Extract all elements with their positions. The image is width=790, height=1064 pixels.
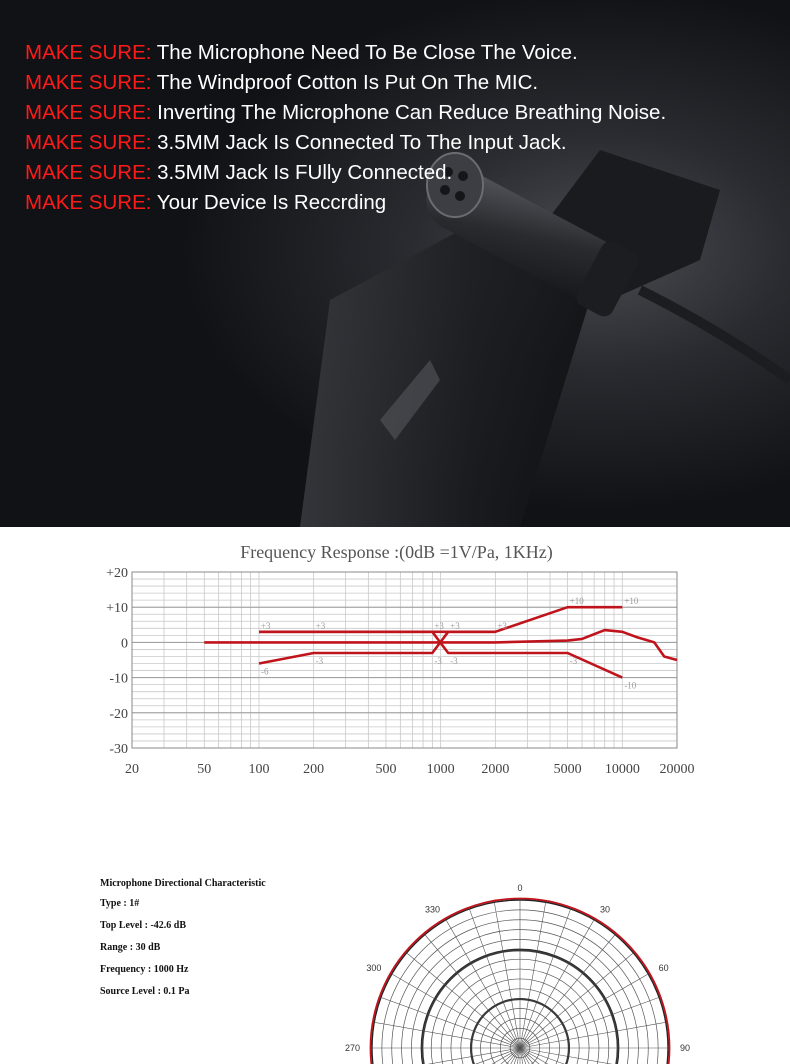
spec-row <box>100 942 266 953</box>
x-tick-label: 20000 <box>660 762 695 777</box>
tip-prefix: MAKE SURE: <box>25 101 151 124</box>
spec-label: Top Level : <box>100 920 148 931</box>
spec-row <box>100 986 266 997</box>
x-tick-label: 1000 <box>427 762 455 777</box>
annotation-label: +3 <box>450 621 460 631</box>
annotation-label: +3 <box>316 621 326 631</box>
tip-item <box>25 188 666 218</box>
tip-text: The Windproof Cotton Is Put On The MIC. <box>157 71 538 94</box>
tip-text: Inverting The Microphone Can Reduce Breathing Noise. <box>157 101 666 124</box>
tip-prefix: MAKE SURE: <box>25 131 151 154</box>
spec-row <box>100 920 266 931</box>
x-tick-label: 2000 <box>481 762 509 777</box>
x-tick-label: 100 <box>248 762 269 777</box>
spec-value: 30 dB <box>136 942 161 953</box>
polar-chart-title: Microphone Directional Characteristic <box>100 878 266 889</box>
x-tick-label: 200 <box>303 762 324 777</box>
annotation-label: +10 <box>570 596 585 606</box>
spec-label: Type : <box>100 898 127 909</box>
annotation-label: -3 <box>450 656 458 666</box>
annotation-label: +3 <box>434 621 444 631</box>
y-tick-label: +10 <box>106 601 128 616</box>
plot-frame <box>132 572 677 748</box>
tip-item <box>25 38 666 68</box>
annotation-label: -3 <box>316 656 324 666</box>
spec-row <box>100 964 266 975</box>
polar-angle-label: 300 <box>366 963 381 973</box>
annotation-label: -3 <box>434 656 442 666</box>
tip-item <box>25 68 666 98</box>
polar-spoke <box>520 1048 648 1064</box>
tip-item <box>25 158 666 188</box>
x-tick-label: 50 <box>197 762 211 777</box>
tip-text: The Microphone Need To Be Close The Voice. <box>157 41 578 64</box>
polar-angle-label: 270 <box>345 1043 360 1053</box>
directional-spec-panel <box>100 878 266 1008</box>
spec-value: 1# <box>129 898 139 909</box>
x-tick-label: 500 <box>375 762 396 777</box>
annotation-label: +10 <box>624 596 639 606</box>
tip-prefix: MAKE SURE: <box>25 71 151 94</box>
spec-value: 0.1 Pa <box>163 986 189 997</box>
polar-angle-label: 90 <box>680 1043 690 1053</box>
spec-label: Frequency : <box>100 964 151 975</box>
tip-item <box>25 128 666 158</box>
spec-row <box>100 898 266 909</box>
polar-chart-clip <box>360 870 690 1059</box>
spec-value: 1000 Hz <box>154 964 189 975</box>
polar-angle-label: 0 <box>517 883 522 893</box>
x-tick-label: 10000 <box>605 762 640 777</box>
tip-item <box>25 98 666 128</box>
tip-prefix: MAKE SURE: <box>25 41 151 64</box>
tip-text: 3.5MM Jack Is Connected To The Input Jack. <box>157 131 566 154</box>
tips-list <box>25 38 666 218</box>
polar-angle-label: 60 <box>659 963 669 973</box>
y-tick-label: -30 <box>109 742 128 757</box>
x-tick-label: 20 <box>125 762 139 777</box>
annotation-label: +3 <box>497 621 507 631</box>
annotation-label: -6 <box>261 667 269 677</box>
annotation-label: -10 <box>624 681 636 691</box>
tip-prefix: MAKE SURE: <box>25 161 151 184</box>
tip-text: 3.5MM Jack Is FUlly Connected. <box>157 161 452 184</box>
tip-text: Your Device Is Reccrding <box>157 191 386 214</box>
polar-pattern-chart <box>360 870 690 1059</box>
annotation-label: +3 <box>261 621 271 631</box>
spec-label: Range : <box>100 942 133 953</box>
series-line <box>259 632 495 664</box>
spec-label: Source Level : <box>100 986 161 997</box>
y-tick-label: -20 <box>109 707 128 722</box>
polar-spoke <box>392 1048 520 1064</box>
hero-photo-panel <box>0 0 790 527</box>
tip-prefix: MAKE SURE: <box>25 191 151 214</box>
annotation-label: -3 <box>570 656 578 666</box>
polar-angle-label: 330 <box>425 904 440 914</box>
polar-angle-label: 30 <box>600 904 610 914</box>
x-tick-label: 5000 <box>554 762 582 777</box>
y-tick-label: -10 <box>109 672 128 687</box>
y-tick-label: +20 <box>106 566 128 581</box>
frequency-response-chart <box>90 535 710 785</box>
spec-value: -42.6 dB <box>150 920 186 931</box>
y-tick-label: 0 <box>121 636 128 651</box>
chart-title: Frequency Response :(0dB =1V/Pa, 1KHz) <box>240 542 553 563</box>
